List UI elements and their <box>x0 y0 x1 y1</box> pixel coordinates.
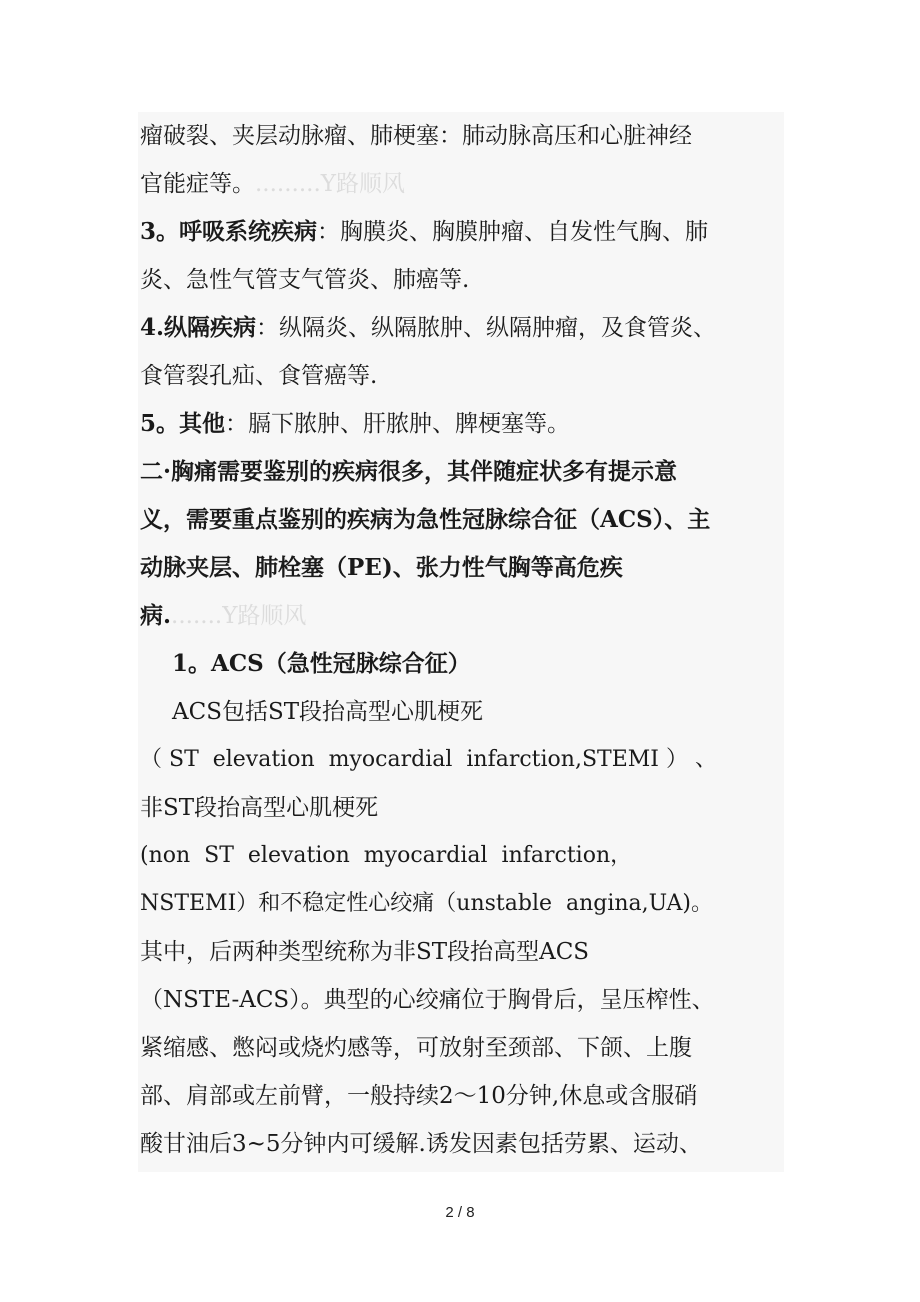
paragraph-line-14: （ ST elevation myocardial infarction,STEMI ） 、 <box>140 747 717 772</box>
paragraph-line-6: 食管裂孔疝、食管癌等. <box>140 363 378 389</box>
text-span: ：膈下脓肿、肝脓肿、脾梗塞等。 <box>225 411 571 437</box>
text-span: ：纵隔炎、纵隔脓肿、纵隔肿瘤，及食管炎、 <box>256 315 717 341</box>
paragraph-line-7 <box>140 407 570 441</box>
heading-other: 5。其他 <box>140 410 226 437</box>
text-span: 官能症等。 <box>140 171 255 197</box>
paragraph-line-15: 非ST段抬高型心肌梗死 <box>140 795 379 821</box>
section-heading-line-4 <box>140 599 306 633</box>
paragraph-line-20: 紧缩感、憋闷或烧灼感等，可放射至颈部、下颌、上腹 <box>140 1035 692 1061</box>
paragraph-line-21: 部、肩部或左前臂，一般持续2～10分钟,休息或含服硝 <box>140 1083 698 1109</box>
paragraph-line-5 <box>140 311 716 345</box>
paragraph-line-22: 酸甘油后3~5分钟内可缓解.诱发因素包括劳累、运动、 <box>140 1131 702 1157</box>
text-span: 病. <box>140 602 172 629</box>
watermark-text: .......Y路顺风 <box>171 603 307 629</box>
section-heading-line-2: 义，需要重点鉴别的疾病为急性冠脉综合征（ACS）、主 <box>140 506 711 533</box>
paragraph-line-17: NSTEMI）和不稳定性心绞痛（unstable angina,UA)。 <box>140 891 713 916</box>
watermark-text: .........Y路顺风 <box>255 171 405 197</box>
section-heading-line-3: 动脉夹层、肺栓塞（PE)、张力性气胸等高危疾 <box>140 554 623 581</box>
text-span: ：胸膜炎、胸膜肿瘤、自发性气胸、肺 <box>317 219 709 245</box>
page-number: 2 / 8 <box>445 1204 475 1221</box>
paragraph-line-16: (non ST elevation myocardial infarction， <box>140 843 633 868</box>
paragraph-line-4: 炎、急性气管支气管炎、肺癌等. <box>140 267 470 293</box>
paragraph-line-3 <box>140 215 708 249</box>
paragraph-line-19: （NSTE-ACS）。典型的心绞痛位于胸骨后，呈压榨性、 <box>140 987 715 1013</box>
paragraph-line-2 <box>140 167 405 201</box>
heading-respiratory: 3。呼吸系统疾病 <box>140 218 318 245</box>
subheading-acs: 1。ACS（急性冠脉综合征） <box>172 650 471 677</box>
paragraph-line-1: 瘤破裂、夹层动脉瘤、肺梗塞：肺动脉高压和心脏神经 <box>140 123 692 149</box>
section-heading-line-1: 二·胸痛需要鉴别的疾病很多，其伴随症状多有提示意 <box>140 458 678 485</box>
heading-mediastinal: 4.纵隔疾病 <box>140 314 257 341</box>
paragraph-line-18: 其中，后两种类型统称为非ST段抬高型ACS <box>140 939 590 965</box>
paragraph-line-13: ACS包括ST段抬高型心肌梗死 <box>172 699 484 725</box>
